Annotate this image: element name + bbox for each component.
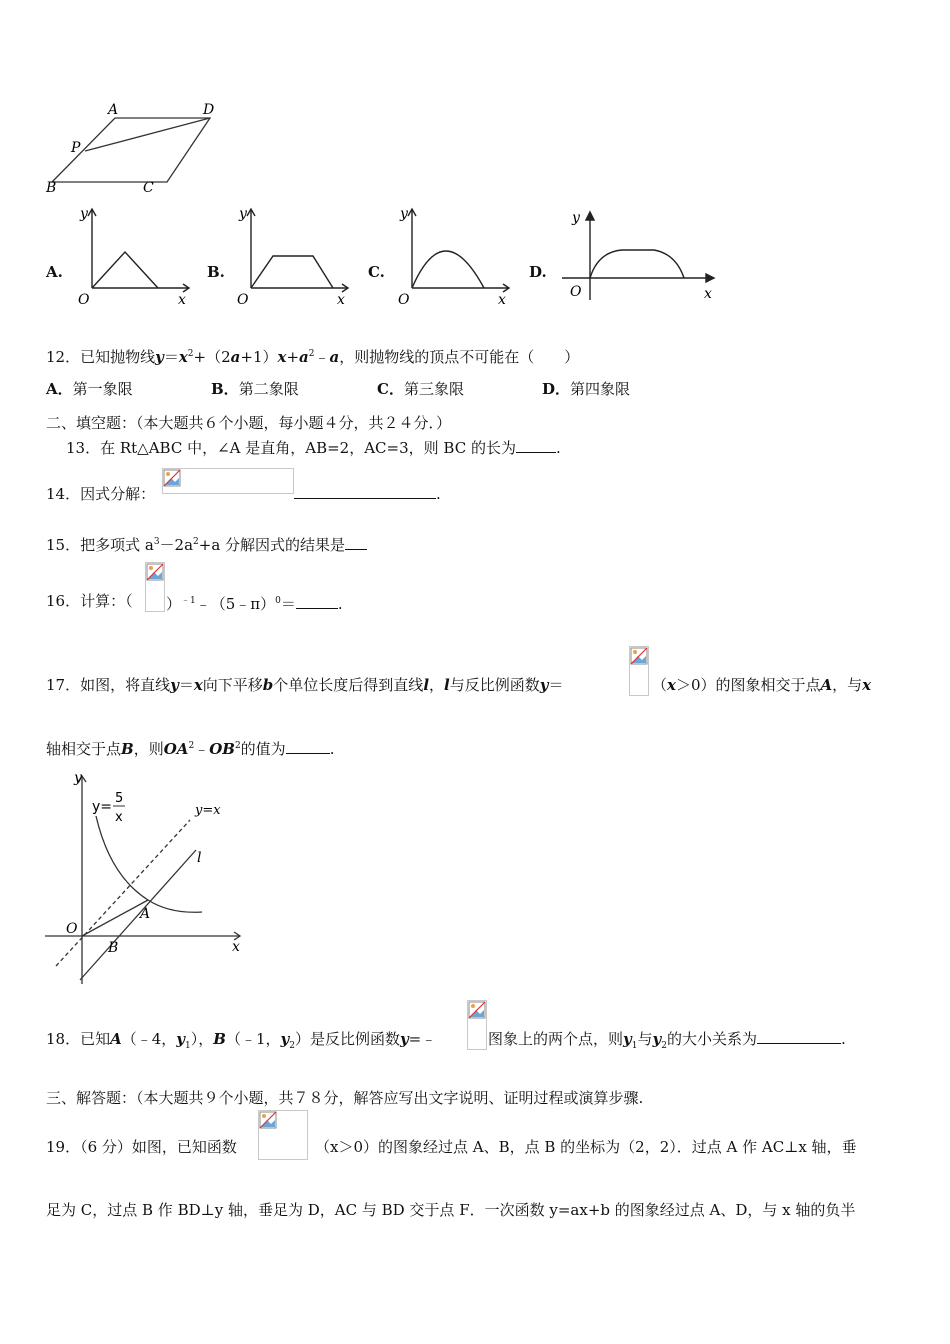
- broken-image: [145, 562, 165, 612]
- point-b: B: [108, 940, 119, 956]
- question-15: 15．把多项式 $a^3-2a^2+a$ 分解因式的结果是: [46, 532, 367, 555]
- label-c: C: [143, 180, 154, 196]
- broken-image: [162, 468, 294, 494]
- label-d: D: [203, 102, 215, 118]
- broken-image: [467, 1000, 487, 1050]
- origin-o: O: [66, 921, 78, 937]
- question-19-line2: 足为 C，过点 B 作 BD⊥y 轴，垂足为 D，AC 与 BD 交于点 F．一次函数 y=ax+b 的图象经过点 A、D，与 x 轴的负半: [46, 1201, 856, 1219]
- curve-label-num: 5: [115, 791, 124, 806]
- axis-x: x: [337, 292, 345, 308]
- axis-y: y: [400, 206, 408, 222]
- option-a-label: A.: [46, 263, 63, 281]
- question-16-b: ）$^{﹣1}$﹣（5﹣π）$^0$＝ .: [166, 595, 343, 613]
- question-19-b: （x＞0）的图象经过点 A、B，点 B 的坐标为（2，2）．过点 A 作 AC⊥x 轴，垂: [315, 1138, 857, 1156]
- axis-y: y: [572, 210, 580, 226]
- graph-option-b: [231, 204, 361, 310]
- axis-x: x: [178, 292, 186, 308]
- axis-x: x: [232, 939, 240, 955]
- curve-label-den: x: [115, 810, 123, 825]
- origin-o: O: [237, 292, 249, 308]
- point-a: A: [140, 906, 151, 922]
- question-12: 12．已知抛物线$y=x^2+(2a+1)x+a^2﹣a$，则抛物线的顶点不可能在（ ）: [46, 348, 580, 366]
- question-18-a: 18．已知A（﹣4，$y_1$），B（﹣1，$y_2$）是反比例函数y=﹣: [46, 1030, 437, 1051]
- question-14: 14．因式分解：: [46, 485, 156, 503]
- q12-option-b: B．第二象限: [211, 380, 299, 398]
- line-l: l: [197, 850, 202, 866]
- curve-label: y=: [92, 799, 113, 815]
- question-16-a: 16．计算：（: [46, 592, 133, 610]
- broken-image-icon: [146, 563, 164, 581]
- section-3-title: 三、解答题：（本大题共９个小题，共７８分，解答应写出文字说明、证明过程或演算步骤.: [46, 1089, 644, 1107]
- label-p: P: [71, 140, 81, 156]
- option-d-label: D.: [529, 263, 547, 281]
- axis-x: x: [704, 286, 712, 302]
- line-yx-label: y=x: [195, 803, 221, 818]
- axis-y: y: [80, 206, 88, 222]
- axis-x: x: [498, 292, 506, 308]
- origin-o: O: [398, 292, 410, 308]
- option-b-label: B.: [207, 263, 225, 281]
- label-a: A: [108, 102, 119, 118]
- parallelogram-figure: [40, 98, 230, 198]
- broken-image-icon: [468, 1001, 486, 1019]
- broken-image: [629, 646, 649, 696]
- question-17-line2: 轴相交于点B，则$OA^2﹣OB^2$的值为 .: [46, 740, 335, 758]
- broken-image-icon: [630, 647, 648, 665]
- axis-y: y: [239, 206, 247, 222]
- label-b: B: [46, 180, 57, 196]
- question-17-line1-a: 17．如图，将直线y＝x向下平移b个单位长度后得到直线l，l与反比例函数y＝: [46, 676, 564, 694]
- broken-image: [258, 1110, 308, 1160]
- axis-y: y: [74, 770, 82, 786]
- question-18-b: 图象上的两个点，则$y_1$与$y_2$的大小关系为 .: [488, 1030, 846, 1051]
- q14-answer: .: [294, 484, 441, 504]
- q12-option-c: C．第三象限: [377, 380, 464, 398]
- graph-option-c: [392, 204, 522, 310]
- origin-o: O: [570, 284, 582, 300]
- q12-option-d: D．第四象限: [542, 380, 631, 398]
- graph-option-a: [70, 204, 200, 310]
- question-17-line1-b: （x＞0）的图象相交于点A，与x: [652, 676, 872, 694]
- option-c-label: C.: [368, 263, 385, 281]
- origin-o: O: [78, 292, 90, 308]
- figure-17: [40, 766, 255, 988]
- q12-option-a: A．第一象限: [46, 380, 133, 398]
- broken-image-icon: [259, 1111, 277, 1129]
- broken-image-icon: [163, 469, 181, 487]
- section-2-title: 二、填空题：（本大题共６个小题，每小题４分，共２４分．）: [46, 414, 452, 432]
- graph-option-d: [558, 204, 728, 304]
- question-13: 13．在 Rt△ABC 中，∠A 是直角，AB=2，AC=3，则 BC 的长为 .: [66, 439, 561, 457]
- question-19-a: 19．（6 分）如图，已知函数: [46, 1138, 237, 1156]
